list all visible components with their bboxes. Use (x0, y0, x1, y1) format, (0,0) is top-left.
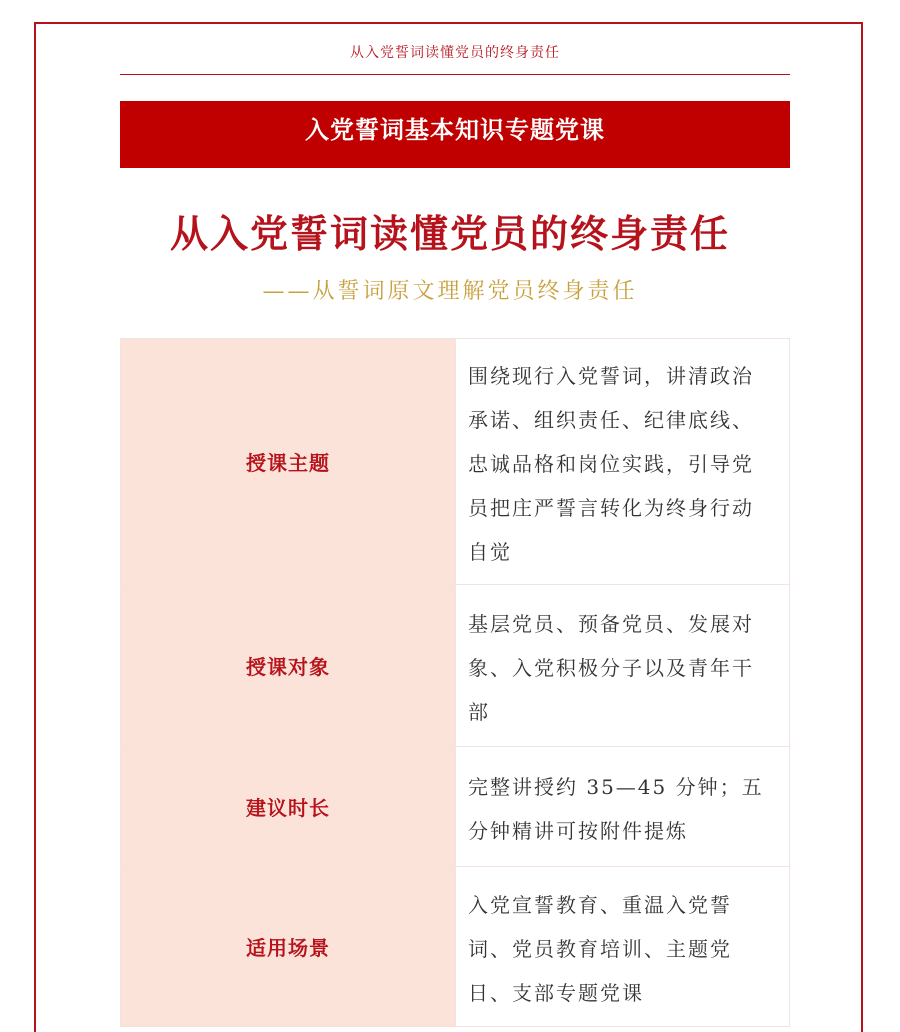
table-row-audience (121, 585, 790, 747)
row-value-duration: 完整讲授约 35—45 分钟；五分钟精讲可按附件提炼 (456, 747, 790, 867)
row-label-duration: 建议时长 (121, 747, 456, 867)
page-title: 从入党誓词读懂党员的终身责任 (169, 212, 730, 256)
page-subtitle: ——从誓词原文理解党员终身责任 (262, 279, 638, 304)
table-row-topic (121, 339, 790, 585)
section-banner: 入党誓词基本知识专题党课 (120, 101, 790, 168)
row-label-audience: 授课对象 (121, 585, 456, 747)
row-value-scenarios: 入党宣誓教育、重温入党誓词、党员教育培训、主题党日、支部专题党课 (456, 867, 790, 1027)
course-info-table (120, 338, 790, 1027)
table-row-duration (121, 747, 790, 867)
header-divider (120, 74, 790, 75)
row-label-scenarios: 适用场景 (121, 867, 456, 1027)
row-value-topic: 围绕现行入党誓词，讲清政治承诺、组织责任、纪律底线、忠诚品格和岗位实践，引导党员把庄严誓言转化为终身行动自觉 (456, 339, 790, 585)
running-header: 从入党誓词读懂党员的终身责任 (350, 45, 560, 61)
table-row-scenarios (121, 867, 790, 1027)
row-label-topic: 授课主题 (121, 339, 456, 585)
row-value-audience: 基层党员、预备党员、发展对象、入党积极分子以及青年干部 (456, 585, 790, 747)
